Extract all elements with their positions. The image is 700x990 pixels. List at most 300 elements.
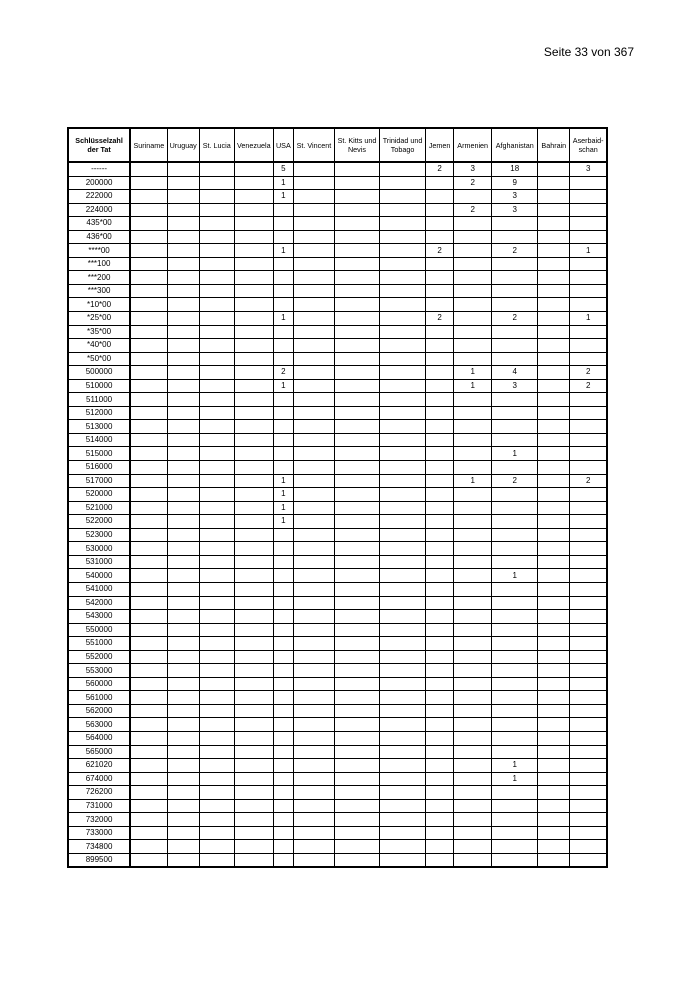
table-cell [293,542,334,556]
table-cell [199,772,234,786]
table-cell [538,772,570,786]
row-key-cell: 540000 [68,569,130,583]
table-cell [167,488,199,502]
table-cell [293,447,334,461]
table-cell [273,406,293,420]
table-cell [538,582,570,596]
table-cell [492,840,538,854]
table-cell [426,840,454,854]
table-cell [130,677,167,691]
table-cell [273,704,293,718]
table-cell [538,176,570,190]
table-cell [273,637,293,651]
table-cell [293,799,334,813]
table-cell [334,379,379,393]
table-cell [538,637,570,651]
table-cell [167,244,199,258]
table-cell [426,623,454,637]
table-row [68,379,607,393]
table-cell [234,731,273,745]
table-cell [130,257,167,271]
column-header: St. Lucia [199,128,234,162]
table-cell [199,813,234,827]
table-cell [273,433,293,447]
table-cell [234,406,273,420]
table-cell [293,352,334,366]
table-cell [426,501,454,515]
table-cell [199,393,234,407]
table-cell [199,582,234,596]
table-cell [426,203,454,217]
table-cell [492,718,538,732]
table-cell [273,596,293,610]
table-cell [273,691,293,705]
table-cell [570,555,607,569]
row-key-cell: *50*00 [68,352,130,366]
table-cell [380,637,426,651]
table-cell [334,366,379,380]
table-cell [492,230,538,244]
row-key-cell: 731000 [68,799,130,813]
row-key-cell: 552000 [68,650,130,664]
table-cell [234,542,273,556]
table-cell [167,569,199,583]
table-cell: 1 [454,366,492,380]
table-cell [570,650,607,664]
column-header: Bahrain [538,128,570,162]
table-cell [273,298,293,312]
table-cell [492,433,538,447]
table-cell [130,596,167,610]
table-cell [234,596,273,610]
table-cell [334,799,379,813]
table-cell [426,718,454,732]
table-cell [426,298,454,312]
table-cell [234,271,273,285]
table-cell [199,176,234,190]
table-cell [293,325,334,339]
table-cell [199,569,234,583]
table-cell [454,637,492,651]
row-key-cell: 510000 [68,379,130,393]
table-cell [454,650,492,664]
table-cell [334,731,379,745]
table-cell [199,542,234,556]
table-cell [130,718,167,732]
row-key-cell: 514000 [68,433,130,447]
row-key-cell: 516000 [68,461,130,475]
table-cell: 1 [273,312,293,326]
table-row [68,244,607,258]
table-cell [167,623,199,637]
table-cell [426,582,454,596]
table-cell [167,433,199,447]
table-cell [199,406,234,420]
table-cell [492,461,538,475]
table-cell [273,664,293,678]
table-cell [426,433,454,447]
table-cell [380,786,426,800]
table-cell [380,217,426,231]
table-cell [570,786,607,800]
table-cell [199,352,234,366]
table-cell [130,474,167,488]
table-cell [273,745,293,759]
table-cell [454,515,492,529]
table-cell [380,826,426,840]
row-key-cell: 513000 [68,420,130,434]
table-cell [570,569,607,583]
table-cell [454,528,492,542]
table-cell [234,325,273,339]
table-cell [167,826,199,840]
table-cell [380,664,426,678]
table-cell [130,284,167,298]
table-cell [570,637,607,651]
table-cell [538,366,570,380]
table-cell [199,379,234,393]
table-cell [570,488,607,502]
table-cell [454,542,492,556]
table-cell [538,691,570,705]
table-cell [454,190,492,204]
table-cell [293,826,334,840]
row-key-cell: 563000 [68,718,130,732]
table-cell [454,339,492,353]
table-cell [293,555,334,569]
table-cell [199,474,234,488]
table-cell [199,217,234,231]
table-cell [273,420,293,434]
table-cell [234,772,273,786]
table-cell [380,799,426,813]
table-cell [167,772,199,786]
table-cell [234,379,273,393]
table-cell [380,433,426,447]
table-cell [199,298,234,312]
table-cell [273,772,293,786]
table-cell [454,488,492,502]
table-cell [454,217,492,231]
table-row [68,650,607,664]
table-cell: 3 [454,162,492,176]
column-header: Aserbaid-schan [570,128,607,162]
table-cell [234,244,273,258]
table-cell [380,677,426,691]
table-cell: 1 [492,772,538,786]
table-cell [130,826,167,840]
table-cell [538,813,570,827]
row-key-cell: 541000 [68,582,130,596]
row-key-cell: *35*00 [68,325,130,339]
table-cell [538,230,570,244]
table-cell [570,230,607,244]
table-row [68,528,607,542]
table-cell [199,461,234,475]
table-header-row [68,128,607,162]
table-cell [273,528,293,542]
table-cell [492,406,538,420]
table-cell [273,325,293,339]
table-cell [130,610,167,624]
table-cell [454,582,492,596]
table-cell [380,542,426,556]
table-cell [426,190,454,204]
table-cell [380,704,426,718]
row-key-cell: ------ [68,162,130,176]
table-cell: 1 [454,474,492,488]
table-cell [570,515,607,529]
table-cell [380,284,426,298]
table-cell [492,596,538,610]
table-row [68,393,607,407]
table-cell [273,284,293,298]
table-cell [426,528,454,542]
table-cell [380,420,426,434]
table-cell [426,664,454,678]
table-cell [538,461,570,475]
table-cell [380,366,426,380]
table-cell [130,366,167,380]
table-cell: 1 [492,447,538,461]
table-cell [492,271,538,285]
table-cell [167,582,199,596]
table-cell [454,230,492,244]
table-cell [454,325,492,339]
table-cell [426,569,454,583]
table-cell [570,325,607,339]
row-key-cell: 674000 [68,772,130,786]
table-cell [130,447,167,461]
table-cell [454,461,492,475]
table-row [68,406,607,420]
table-cell [199,501,234,515]
table-cell [426,542,454,556]
table-cell [538,664,570,678]
table-cell [199,325,234,339]
table-cell [380,203,426,217]
table-cell [454,406,492,420]
table-cell [492,488,538,502]
table-row [68,325,607,339]
table-cell [199,203,234,217]
table-cell [538,677,570,691]
table-row [68,637,607,651]
table-cell [234,623,273,637]
table-cell [167,759,199,773]
table-cell [273,813,293,827]
table-cell [273,271,293,285]
table-cell [234,650,273,664]
table-cell [273,610,293,624]
page-number: Seite 33 von 367 [543,45,634,59]
table-cell: 2 [426,312,454,326]
table-cell [538,650,570,664]
table-cell [570,772,607,786]
table-cell [199,650,234,664]
table-cell [492,623,538,637]
table-cell [130,271,167,285]
table-cell [380,488,426,502]
table-cell [293,488,334,502]
table-cell [380,759,426,773]
table-cell: 4 [492,366,538,380]
table-cell [293,637,334,651]
table-cell [199,555,234,569]
table-cell [492,677,538,691]
row-key-cell: 550000 [68,623,130,637]
row-key-cell: 222000 [68,190,130,204]
table-row [68,731,607,745]
table-cell [334,501,379,515]
table-cell [380,569,426,583]
table-cell [538,610,570,624]
table-cell: 2 [570,366,607,380]
table-cell [130,745,167,759]
column-header: St. Vincent [293,128,334,162]
row-key-cell: 551000 [68,637,130,651]
table-cell [426,366,454,380]
table-cell [454,731,492,745]
table-cell [234,339,273,353]
table-cell [380,718,426,732]
table-cell [380,596,426,610]
table-cell [538,406,570,420]
table-cell [538,488,570,502]
table-cell [199,799,234,813]
table-cell [130,230,167,244]
table-cell [167,501,199,515]
table-cell [167,284,199,298]
table-cell [234,664,273,678]
table-cell [167,366,199,380]
table-cell: 1 [273,501,293,515]
table-cell [380,555,426,569]
table-cell [538,325,570,339]
table-cell [167,217,199,231]
table-row [68,610,607,624]
table-cell [492,731,538,745]
table-row [68,759,607,773]
table-cell [570,501,607,515]
table-row [68,271,607,285]
table-cell [234,420,273,434]
table-cell [426,772,454,786]
table-cell [167,447,199,461]
table-cell [538,474,570,488]
table-cell [454,623,492,637]
table-cell [273,230,293,244]
table-cell [334,352,379,366]
table-row [68,799,607,813]
table-cell [492,257,538,271]
table-cell [130,650,167,664]
column-header: Venezuela [234,128,273,162]
table-row [68,501,607,515]
table-cell [570,271,607,285]
table-cell [334,826,379,840]
table-cell [426,461,454,475]
row-key-cell: 517000 [68,474,130,488]
data-table-container [67,127,608,868]
table-cell [273,217,293,231]
table-cell [130,433,167,447]
table-cell [380,691,426,705]
table-cell [167,298,199,312]
table-cell [334,420,379,434]
table-cell [426,731,454,745]
table-row [68,352,607,366]
table-cell [199,731,234,745]
table-cell [454,813,492,827]
table-cell [492,284,538,298]
row-key-cell: *40*00 [68,339,130,353]
table-cell [167,745,199,759]
table-cell [293,596,334,610]
table-cell [234,677,273,691]
table-cell [334,596,379,610]
table-cell [492,542,538,556]
column-header: USA [273,128,293,162]
table-cell [293,393,334,407]
table-cell [293,515,334,529]
table-cell: 2 [454,176,492,190]
table-cell [293,853,334,867]
table-cell [570,610,607,624]
table-cell [380,582,426,596]
table-cell [454,772,492,786]
table-cell [293,501,334,515]
table-cell [426,515,454,529]
table-cell [426,488,454,502]
table-cell [492,813,538,827]
table-cell [492,393,538,407]
table-cell [570,826,607,840]
table-cell [273,257,293,271]
table-cell [334,474,379,488]
table-cell [293,176,334,190]
row-key-cell: 560000 [68,677,130,691]
table-cell [426,271,454,285]
table-cell [293,433,334,447]
table-cell [199,704,234,718]
table-cell: 1 [570,244,607,258]
table-cell [293,718,334,732]
table-cell [334,840,379,854]
table-cell [334,677,379,691]
table-cell [234,840,273,854]
table-cell: 1 [454,379,492,393]
table-cell [380,853,426,867]
table-row [68,433,607,447]
table-cell [538,731,570,745]
column-header: Armenien [454,128,492,162]
table-cell [130,731,167,745]
table-cell [426,339,454,353]
table-cell [273,731,293,745]
table-row [68,569,607,583]
table-cell [570,745,607,759]
table-cell [293,745,334,759]
table-cell [538,853,570,867]
table-cell: 1 [273,176,293,190]
table-cell [130,799,167,813]
table-cell [293,677,334,691]
table-cell [293,366,334,380]
table-cell [234,352,273,366]
table-cell [167,352,199,366]
table-cell [426,799,454,813]
